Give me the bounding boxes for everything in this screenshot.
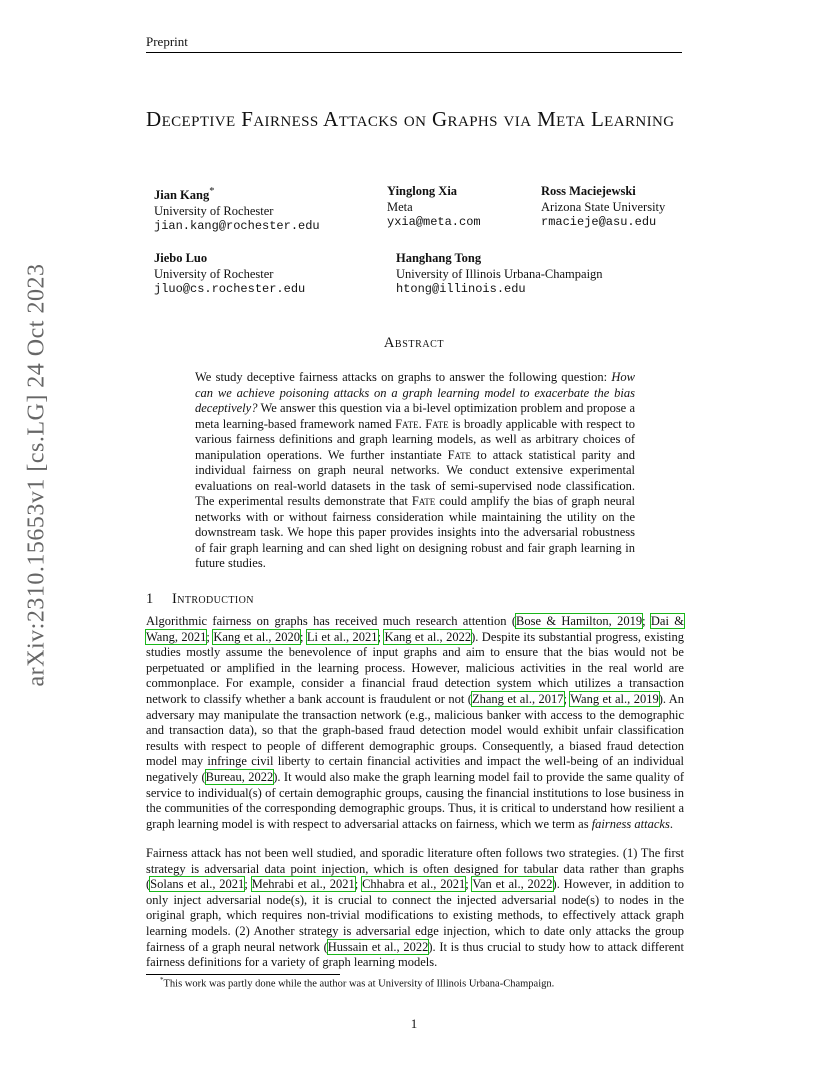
paragraph-text: Fairness attack has not been well studied, and sporadic literature often follows two strategies. (1) The first strategy is adversarial data point injection, which is often designed for tabular data rather than graphs ( [146, 846, 684, 892]
method-name: Fate [411, 494, 436, 508]
paragraph-text: ). It would also make the graph learning model fail to provide the same quality of service to individual(s) of certain demographic groups, causing the financial institutions to lose business in the communities of the corresponding demographic groups. Thus, it is critical to understand how resilient a graph learning model is with respect to adversarial attacks on fairness, which we term as [146, 769, 684, 831]
citation-link[interactable]: Mehrabi et al., 2021 [251, 877, 355, 892]
citation-link[interactable]: Chhabra et al., 2021 [362, 877, 466, 892]
citation-link[interactable]: Zhang et al., 2017 [471, 691, 564, 706]
footnote-rule [146, 974, 340, 975]
author-name: Ross Maciejewski [541, 184, 636, 198]
author-affiliation: University of Illinois Urbana-Champaign [396, 266, 603, 281]
paragraph-text: ). Despite its substantial progress, existing studies mostly assume the benevolence of input graphs and aim to ensure that the bias would not be perpetuated or amplified in the learning process. However, malicious activities in the real world are commonplace. For example, consider a financial fraud detection system which utilizes a transaction network to classify whether a bank account is fraudulent or not ( [146, 629, 684, 706]
paragraph-text: ). It is thus crucial to study how to attack different fairness definitions for a variety of graph learning models. [146, 939, 684, 970]
footnote [160, 976, 554, 990]
emphasized-term: fairness attacks [591, 816, 670, 831]
paragraph-text: Algorithmic fairness on graphs has received much research attention ( [146, 614, 517, 628]
author-name: Jiebo Luo [154, 251, 208, 265]
author-email: jluo@cs.rochester.edu [154, 282, 306, 296]
citation-link[interactable]: Hussain et al., 2022 [327, 939, 429, 954]
paragraph-text: ). However, in addition to only inject adversarial node(s), it is crucial to connect the injected adversarial node(s) to nodes in the original graph, which requires non-trivial modifications to existing methods, to effectively attack graph learning models. (2) Another strategy is adversarial edge injection, which to date only attacks the group fairness of a graph neural network ( [146, 877, 685, 954]
citation-link[interactable]: Kang et al., 2022 [384, 629, 472, 644]
header-rule [146, 52, 682, 53]
footnote-mark: * [160, 976, 164, 984]
intro-paragraph: Algorithmic fairness on graphs has received much research attention (Bose & Hamilton, 2019; Dai & Wang, 2021; Kang et al., 2020; Li et al., 2021; Kang et al., 2022). Despite its substantial progress, existing studies mostly assume the benevolence of input graphs and aim to ensure that the bias would not be perpetuated or amplified in the learning process. However, malicious activities in the real world are commonplace. For example, consider a financial fraud detection system which utilizes a transaction network to classify whether a bank account is fraudulent or not (Zhang et al., 2017; Wang et al., 2019). An adversary may manipulate the transaction network (e.g., malicious banker with access to the demographic and transaction data), so that the graph-based fraud detection model would exhibit unfair classification results with respect to people of different demographic groups. Consequently, a biased fraud detection model may infringe civil liberty to certain financial activities and impact the well-being of an individual negatively (Bureau, 2022). It would also make the graph learning model fail to provide the same quality of service to individual(s) of certain demographic groups, causing the financial institutions to lose business in the communities of the corresponding demographic groups. Thus, it is critical to understand how resilient a graph learning model is with respect to adversarial attacks on fairness, which we term as fairness attacks. [146, 614, 685, 831]
author-email: htong@illinois.edu [396, 282, 526, 296]
author-email: rmacieje@asu.edu [541, 215, 657, 229]
intro-paragraph: Fairness attack has not been well studied, and sporadic literature often follows two strategies. (1) The first strategy is adversarial data point injection, which is often designed for tabular data rather than graphs (Solans et al., 2021; Mehrabi et al., 2021; Chhabra et al., 2021; Van et al., 2022). However, in addition to only inject adversarial node(s), it is crucial to connect the injected adversarial node(s) to nodes in the original graph, which requires non-trivial modifications to existing methods, to effectively attack graph learning models. (2) Another strategy is adversarial edge injection, which to date only attacks the group fairness of a graph neural network (Hussain et al., 2022). It is thus crucial to study how to attack different fairness definitions for a variety of graph learning models. [146, 846, 685, 970]
method-name: Fate [395, 416, 419, 431]
author-block [396, 251, 603, 298]
author-block [154, 184, 320, 235]
author-affiliation: University of Rochester [154, 203, 274, 218]
citation-link[interactable]: Bose & Hamilton, 2019 [516, 614, 643, 628]
citation-link[interactable]: Van et al., 2022 [472, 877, 553, 892]
citation-link[interactable]: Wang et al., 2019 [570, 691, 659, 706]
method-name: Fate [425, 416, 449, 431]
paragraph-text: ). An adversary may manipulate the transaction network (e.g., malicious banker with access to the demographic and transaction data), so that the graph-based fraud detection model would exhibit unfair classification results with respect to people of different demographic groups. Consequently, a biased fraud detection model may infringe civil liberty to certain financial activities and impact the well-being of an individual negatively ( [146, 691, 685, 784]
author-affiliation: Arizona State University [541, 199, 666, 214]
method-name: Fate [447, 447, 472, 462]
author-block [154, 251, 305, 298]
author-block [541, 184, 665, 231]
arxiv-stamp: arXiv:2310.15653v1 [cs.LG] 24 Oct 2023 [23, 263, 50, 687]
footnote-text: This work was partly done while the author was at University of Illinois Urbana-Champaign. [163, 978, 555, 990]
section-heading [146, 591, 254, 608]
abstract-text: We study deceptive fairness attacks on graphs to answer the following question: [195, 370, 612, 384]
abstract-heading: Abstract [383, 335, 445, 351]
running-header: Preprint [146, 34, 188, 49]
abstract-text: . [418, 416, 426, 431]
abstract-text: is broadly applicable with respect to various fairness definitions and graph learning models, as well as arbitrary choices of manipulation operations. We further instantiate [195, 416, 636, 462]
citation-link[interactable]: Kang et al., 2020 [213, 629, 300, 644]
author-name: Hanghang Tong [396, 251, 482, 265]
paragraph-text: . [669, 816, 673, 831]
author-email: jian.kang@rochester.edu [154, 219, 320, 234]
section-number: 1 [146, 591, 154, 607]
abstract-text: to attack statistical parity and individual fairness on graph neural networks. We conduct extensive experimental evaluations on real-world datasets in the task of semi-supervised node classification. The experimental results demonstrate that [195, 447, 635, 508]
author-affiliation: Meta [387, 199, 413, 214]
citation-link[interactable]: Li et al., 2021 [306, 629, 378, 644]
author-email: yxia@meta.com [387, 215, 481, 229]
section-title: Introduction [172, 591, 254, 607]
citation-link[interactable]: Solans et al., 2021 [150, 877, 245, 892]
citation-link[interactable]: Dai & Wang, 2021 [146, 614, 684, 644]
author-name: Jian Kang [154, 188, 210, 203]
abstract-text: could amplify the bias of graph neural networks with or without fairness consideration while maintaining the utility on the downstream task. We hope this paper provides insights into the adversarial robustness of fair graph learning and can shed light on designing robust and fair graph learning in future studies. [195, 494, 635, 570]
author-footnote-mark: * [209, 186, 215, 197]
abstract-text: We answer this question via a bi-level optimization problem and propose a meta learning-based framework named [195, 401, 635, 431]
research-question: How can we achieve poisoning attacks on a graph learning model to exacerbate the bias deceptively? [195, 370, 635, 415]
author-block [387, 184, 481, 231]
author-affiliation: University of Rochester [154, 266, 274, 281]
author-name: Yinglong Xia [387, 184, 458, 198]
page-number: 1 [410, 1016, 418, 1031]
abstract-body [195, 370, 635, 572]
citation-link[interactable]: Bureau, 2022 [205, 769, 274, 784]
paper-title: Deceptive Fairness Attacks on Graphs via Meta Learning [146, 107, 675, 131]
